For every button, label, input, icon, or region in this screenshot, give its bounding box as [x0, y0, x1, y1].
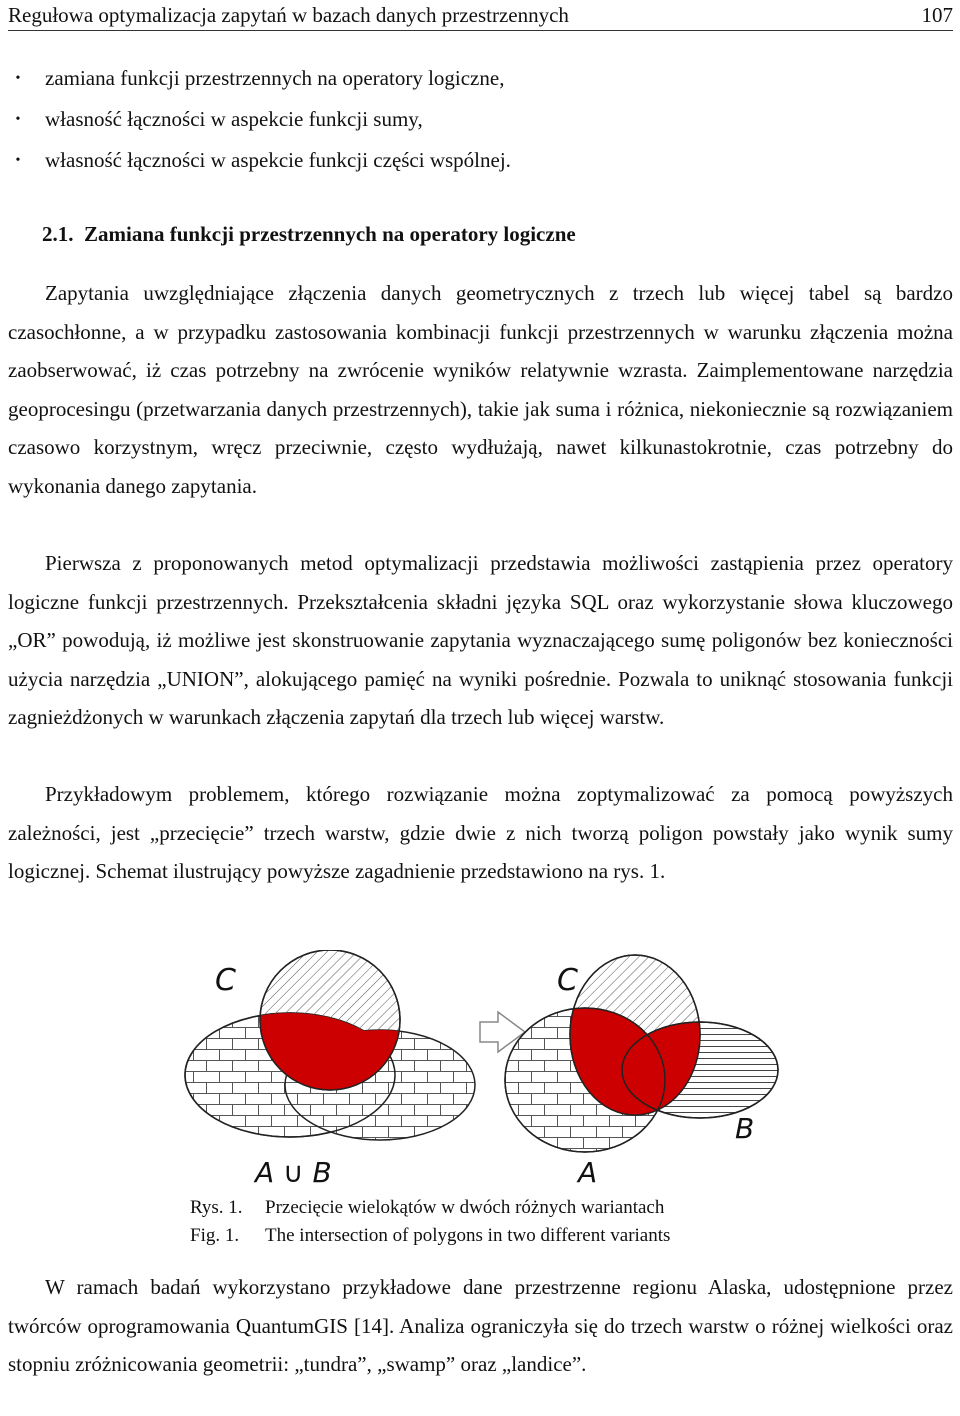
- bullet-text: własność łączności w aspekcie funkcji części wspólnej.: [45, 148, 511, 172]
- bullet-item: [8, 58, 948, 99]
- paragraph-text: Zapytania uwzględniające złączenia danych geometrycznych z trzech lub więcej tabel są bardzo czasochłonne, a w przypadku zastosowania kombinacji funkcji przestrzennych w warunku złączenia można zaobserwować, iż czas potrzebny na zwrócenie wyników relatywnie wzrasta. Zaimplementowane narzędzia geoprocesingu (przetwarzania danych przestrzennych), takie jak suma i różnica, niekoniecznie są rozwiązaniem czasowo korzystnym, wręcz przeciwnie, często wydłużają, nawet kilkunastokrotnie, czas potrzebny do wykonania danego zapytania.: [8, 281, 953, 498]
- page-number: 107: [921, 3, 953, 27]
- right-label-c: C: [557, 963, 578, 998]
- paragraph: [8, 775, 953, 891]
- caption-text: The intersection of polygons in two different variants: [265, 1225, 671, 1246]
- section-title: Zamiana funkcji przestrzennych na operatory logiczne: [84, 222, 576, 246]
- figure-drawing: [180, 950, 780, 1195]
- caption-number: Fig. 1.: [190, 1225, 240, 1246]
- section-heading: [42, 216, 576, 252]
- paragraph: [8, 274, 953, 506]
- header-title: Regułowa optymalizacja zapytań w bazach danych przestrzennych: [8, 3, 569, 27]
- paragraph-text: Pierwsza z proponowanych metod optymalizacji przedstawia możliwości zastąpienia przez operatory logiczne funkcji przestrzennych. Przekształcenia składni języka SQL oraz wykorzystanie słowa kluczowego „OR” powodują, iż możliwe jest skonstruowanie zapytania wyznaczającego sumę poligonów bez konieczności użycia narzędzia „UNION”, alokującego pamięć na wyniki pośrednie. Pozwala to uniknąć stosowania funkcji zagnieżdżonych w warunkach złączenia zapytań dla trzech lub więcej warstw.: [8, 551, 953, 730]
- running-header: [8, 0, 953, 31]
- caption-number: Rys. 1.: [190, 1197, 243, 1218]
- bullet-icon: •: [15, 153, 21, 168]
- left-label-c: C: [215, 963, 236, 998]
- section-number: 2.1.: [42, 222, 74, 246]
- left-label-a-union-b: A ∪ B: [255, 1156, 332, 1189]
- paragraph: [8, 544, 953, 737]
- bullet-item: [8, 140, 948, 181]
- bullet-icon: •: [15, 71, 21, 86]
- bullet-item: [8, 99, 948, 140]
- paragraph-text: Przykładowym problemem, którego rozwiązanie można zoptymalizować za pomocą powyższych zależności, jest „przecięcie” trzech warstw, gdzie dwie z nich tworzą poligon powstały jako wynik sumy logicznej. Schemat ilustrujący powyższe zagadnienie przedstawiono na rys. 1.: [8, 782, 953, 884]
- right-label-a: A: [578, 1156, 598, 1189]
- bullet-icon: •: [15, 112, 21, 127]
- caption-text: Przecięcie wielokątów w dwóch różnych wariantach: [265, 1197, 665, 1218]
- figure-caption-en: [190, 1222, 670, 1250]
- figure-caption-pl: [190, 1194, 664, 1222]
- paragraph-text: W ramach badań wykorzystano przykładowe dane przestrzenne regionu Alaska, udostępnione przez twórców oprogramowania QuantumGIS [14]. Analiza ograniczyła się do trzech warstw o różnej wielkości oraz stopniu zróżnicowania geometrii: „tundra”, „swamp” oraz „landice”.: [8, 1275, 953, 1377]
- bullet-text: zamiana funkcji przestrzennych na operatory logiczne,: [45, 66, 505, 90]
- bullet-list: [8, 58, 948, 181]
- right-label-b: B: [735, 1112, 755, 1145]
- figure-venn-diagrams: [180, 950, 780, 1195]
- paragraph: [8, 1268, 953, 1384]
- bullet-text: własność łączności w aspekcie funkcji sumy,: [45, 107, 423, 131]
